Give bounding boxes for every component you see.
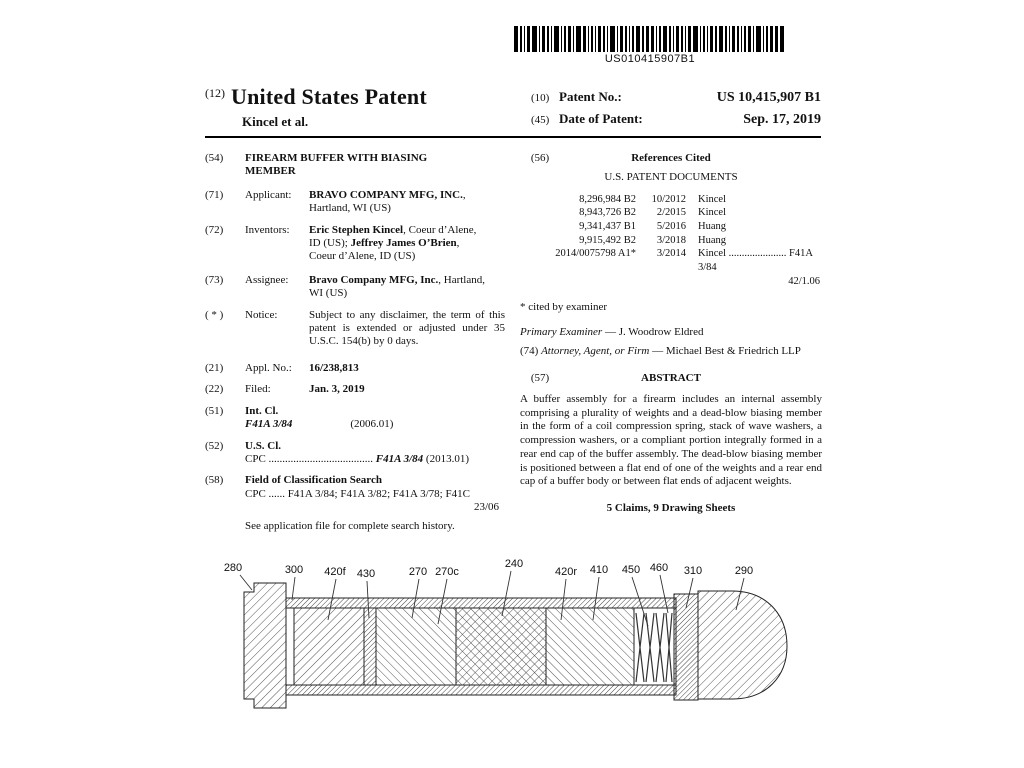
attorney-label: Attorney, Agent, or Firm [541, 345, 650, 358]
date-label: Date of Patent: [559, 111, 643, 127]
drawing-ref-label-420f: 420f [324, 566, 346, 578]
field-code-72: (72) [205, 223, 224, 236]
patent-no-label: Patent No.: [559, 89, 622, 104]
drawing-ref-label-300: 300 [284, 564, 304, 576]
buffer-body-top-wall [286, 598, 676, 608]
attorney-line [520, 345, 822, 358]
field-assignee [205, 274, 505, 301]
assignee-label: Assignee: [245, 273, 289, 286]
ref-patent-number: 9,915,492 B2 [579, 234, 636, 246]
field-us-cl [205, 440, 505, 467]
header-right [531, 84, 821, 133]
ref-date: 10/2012 [651, 193, 686, 205]
drawing-ref-label-410: 410 [589, 564, 609, 576]
int-cl-label: Int. Cl. [245, 404, 279, 417]
assignee-value: Bravo Company MFG, Inc., Hartland, WI (US) [309, 273, 485, 300]
barcode-bar [748, 26, 751, 52]
barcode-bar [656, 26, 658, 52]
barcode-bar [591, 26, 593, 52]
us-cl-row [245, 453, 505, 466]
date-code: (45) [531, 114, 550, 127]
notice-label: Notice: [245, 308, 278, 321]
ref-patent-number: 2014/0075798 A1* [555, 248, 636, 260]
barcode [498, 26, 802, 66]
barcode-bar [610, 26, 615, 52]
ref-name-cell [686, 206, 822, 220]
barcode-bar [617, 26, 619, 52]
barcode-bar [753, 26, 755, 52]
end-cap-310 [674, 594, 698, 700]
field-int-cl [205, 405, 505, 432]
field-code-57: (57) [530, 371, 550, 384]
inventors-label: Inventors: [245, 223, 290, 236]
patent-date-row [531, 111, 821, 128]
ref-inventor: Kincel ...................... F41A 3/84 [698, 248, 813, 274]
ref-date: 3/2018 [656, 234, 686, 246]
field-code-notice: ( * ) [205, 308, 224, 321]
barcode-bar [539, 26, 541, 52]
int-cl-class: F41A 3/84 [245, 418, 293, 431]
barcode-bar [685, 26, 687, 52]
barcode-bar [520, 26, 522, 52]
filed-value: Jan. 3, 2019 [309, 383, 365, 396]
barcode-bar [561, 26, 563, 52]
barcode-bar [524, 26, 526, 52]
biasing-spring [636, 613, 672, 682]
field-code-21: (21) [205, 361, 224, 374]
barcode-bar [715, 26, 717, 52]
barcode-bar [573, 26, 575, 52]
weight-240-crosshatch [456, 608, 546, 685]
barcode-bar [741, 26, 743, 52]
patent-no-code: (10) [531, 92, 550, 104]
header-left [205, 84, 427, 133]
field-applicant [205, 189, 505, 216]
barcode-bar [564, 26, 566, 52]
field-code-51: (51) [205, 404, 224, 417]
barcode-bar [681, 26, 683, 52]
ref-inventor: Huang [698, 234, 726, 246]
cited-by-examiner-note: * cited by examiner [520, 301, 608, 314]
barcode-bar [673, 26, 675, 52]
field-code-22: (22) [205, 383, 224, 396]
invention-title: FIREARM BUFFER WITH BIASING MEMBER [245, 152, 428, 178]
abstract-title: ABSTRACT [641, 371, 701, 384]
barcode-bar [688, 26, 691, 52]
field-code-71: (71) [205, 188, 224, 201]
header-divider [205, 136, 821, 138]
barcode-bar [636, 26, 641, 52]
ref-inventor: Kincel [698, 207, 726, 219]
barcode-bar [583, 26, 586, 52]
field-search-line1: CPC ...... F41A 3/84; F41A 3/82; F41A 3/78; F41C [245, 487, 470, 500]
barcode-bar [659, 26, 661, 52]
barcode-bar [542, 26, 545, 52]
barcode-bar [732, 26, 735, 52]
ref-name-cell [686, 234, 822, 248]
barcode-bar [532, 26, 537, 52]
barcode-bar [588, 26, 590, 52]
barcode-bars-icon [498, 26, 802, 52]
barcode-bar [693, 26, 698, 52]
primary-examiner-value: — J. Woodrow Eldred [602, 325, 704, 338]
barcode-bar [707, 26, 709, 52]
document-title: United States Patent [231, 84, 427, 109]
buffer-body-bottom-wall [286, 685, 676, 695]
field-inventors [205, 224, 505, 264]
applicant-label: Applicant: [245, 188, 292, 201]
field-code-74: (74) [520, 345, 539, 358]
weight-410 [546, 608, 634, 685]
barcode-bar [737, 26, 739, 52]
barcode-bar [663, 26, 668, 52]
barcode-bar [669, 26, 671, 52]
barcode-bar [770, 26, 773, 52]
field-code-52: (52) [205, 439, 224, 452]
barcode-bar [766, 26, 768, 52]
ref-classification: 42/1.06 [788, 275, 820, 287]
field-appl-no [205, 362, 505, 375]
drawing-ref-label-270c: 270c [435, 566, 459, 578]
ref-name-cell [686, 247, 822, 288]
filed-label: Filed: [245, 383, 271, 396]
primary-examiner-label: Primary Examiner [520, 325, 603, 338]
barcode-bar [527, 26, 530, 52]
barcode-bar [703, 26, 705, 52]
barcode-bar [775, 26, 778, 52]
int-cl-year: (2006.01) [350, 418, 394, 431]
bumper-290 [698, 591, 787, 699]
references-subtitle: U.S. PATENT DOCUMENTS [604, 171, 738, 184]
field-search-label: Field of Classification Search [245, 474, 382, 487]
barcode-text: US010415907B1 [604, 53, 696, 65]
barcode-bar [651, 26, 654, 52]
ref-name-cell [686, 220, 822, 234]
ref-date: 3/2014 [656, 248, 686, 260]
buffer-assembly-figure [216, 558, 806, 718]
field-code-58: (58) [205, 474, 224, 487]
references-header [520, 152, 822, 165]
barcode-bar [729, 26, 731, 52]
appl-no-value: 16/238,813 [309, 361, 359, 374]
drawing-ref-label-420r: 420r [554, 566, 578, 578]
barcode-bar [603, 26, 605, 52]
document-title-row [205, 84, 427, 111]
weight-270 [376, 608, 456, 685]
field-code-73: (73) [205, 273, 224, 286]
barcode-bar [756, 26, 761, 52]
reference-row [520, 193, 822, 207]
barcode-bar [629, 26, 631, 52]
barcode-bar [710, 26, 713, 52]
figure-drawing [216, 558, 806, 722]
barcode-bar [598, 26, 601, 52]
reference-row [520, 220, 822, 234]
right-column [520, 152, 822, 516]
appl-no-label: Appl. No.: [245, 361, 292, 374]
barcode-bar [620, 26, 623, 52]
drawing-ref-label-310: 310 [683, 565, 703, 577]
left-column [205, 152, 505, 541]
drawing-ref-label-290: 290 [734, 565, 754, 577]
int-cl-row [245, 418, 505, 431]
drawing-ref-label-460: 460 [649, 562, 669, 574]
drawing-ref-label-270: 270 [408, 566, 428, 578]
barcode-bar [547, 26, 549, 52]
field-title [205, 152, 505, 179]
reference-row [520, 206, 822, 220]
inventor-surname: Kincel et al. [242, 113, 309, 129]
barcode-bar [514, 26, 519, 52]
field-notice [205, 309, 505, 349]
barcode-bar [676, 26, 679, 52]
barcode-bar [700, 26, 702, 52]
barcode-bar [607, 26, 609, 52]
references-title: References Cited [631, 152, 711, 164]
field-filed [205, 383, 505, 396]
field-search-line2: 23/06 [473, 501, 499, 514]
ref-patent-number: 8,943,726 B2 [579, 207, 636, 219]
notice-text: Subject to any disclaimer, the term of this patent is extended or adjusted under 35 U.S.C. 154(b) by 0 days. [309, 308, 505, 348]
drawing-ref-label-280: 280 [223, 562, 243, 574]
us-cl-year: (2013.01) [425, 452, 469, 465]
ref-inventor: Kincel [698, 193, 726, 205]
drawing-ref-label-450: 450 [621, 564, 641, 576]
ref-date: 2/2015 [656, 207, 686, 219]
inventors-value: Eric Stephen Kincel, Coeur d’Alene, ID (US); Jeffrey James O’Brien, Coeur d’Alene, ID (US) [309, 223, 477, 263]
barcode-bar [595, 26, 597, 52]
barcode-bar [554, 26, 559, 52]
barcode-bar [763, 26, 765, 52]
barcode-bar [725, 26, 727, 52]
barcode-bar [576, 26, 581, 52]
claims-line: 5 Claims, 9 Drawing Sheets [606, 502, 736, 515]
references-table [520, 193, 822, 288]
barcode-bar [551, 26, 553, 52]
us-cl-class: F41A 3/84 [375, 452, 424, 465]
header [205, 84, 821, 133]
barcode-bar [719, 26, 724, 52]
buffer-rear-flange [244, 583, 286, 708]
drawing-leader-line-280 [240, 575, 252, 590]
field-classification-search [205, 474, 505, 533]
washer-430 [364, 608, 376, 685]
us-cl-cpc: CPC ...................................... [245, 452, 374, 465]
abstract-text: A buffer assembly for a firearm includes an internal assembly comprising a plurality of weights and a dead-blow biasing member in the form of a coil compression spring, stack of wave washers, a compression washers, or a compliant portion integrally formed in a rear end cap of the buffer assembly. The dead-blow biasing member is positioned between a flat end of one of the weights and a rear end cap of a buffer body or between flat ends of adjacent weights. [520, 392, 822, 488]
weight-front [294, 608, 364, 685]
attorney-value: — Michael Best & Friedrich LLP [649, 345, 801, 358]
barcode-bar [780, 26, 785, 52]
us-cl-label: U.S. Cl. [245, 439, 282, 452]
ref-name-cell [686, 193, 822, 207]
doc-kind-code: (12) [205, 86, 225, 100]
drawing-leader-line-300 [292, 577, 295, 600]
ref-inventor: Huang [698, 221, 726, 233]
barcode-bar [625, 26, 627, 52]
reference-row [520, 234, 822, 248]
barcode-bar [744, 26, 746, 52]
ref-patent-number: 8,296,984 B2 [579, 193, 636, 205]
primary-examiner-line [520, 326, 822, 339]
barcode-bar [642, 26, 644, 52]
field-search-note: See application file for complete search history. [245, 519, 455, 532]
reference-row [520, 247, 822, 288]
field-code-54: (54) [205, 152, 224, 164]
drawing-ref-label-240: 240 [504, 558, 524, 570]
ref-patent-number: 9,341,437 B1 [579, 221, 636, 233]
patent-number-row [531, 89, 821, 106]
abstract-header [520, 372, 822, 385]
field-code-56: (56) [530, 152, 550, 164]
applicant-value: BRAVO COMPANY MFG, INC., Hartland, WI (US) [309, 188, 466, 215]
barcode-bar [568, 26, 571, 52]
patent-no-value: US 10,415,907 B1 [716, 90, 821, 105]
date-value: Sep. 17, 2019 [743, 112, 821, 128]
barcode-bar [646, 26, 649, 52]
ref-date: 5/2016 [656, 221, 686, 233]
barcode-bar [632, 26, 634, 52]
drawing-ref-label-430: 430 [356, 568, 376, 580]
